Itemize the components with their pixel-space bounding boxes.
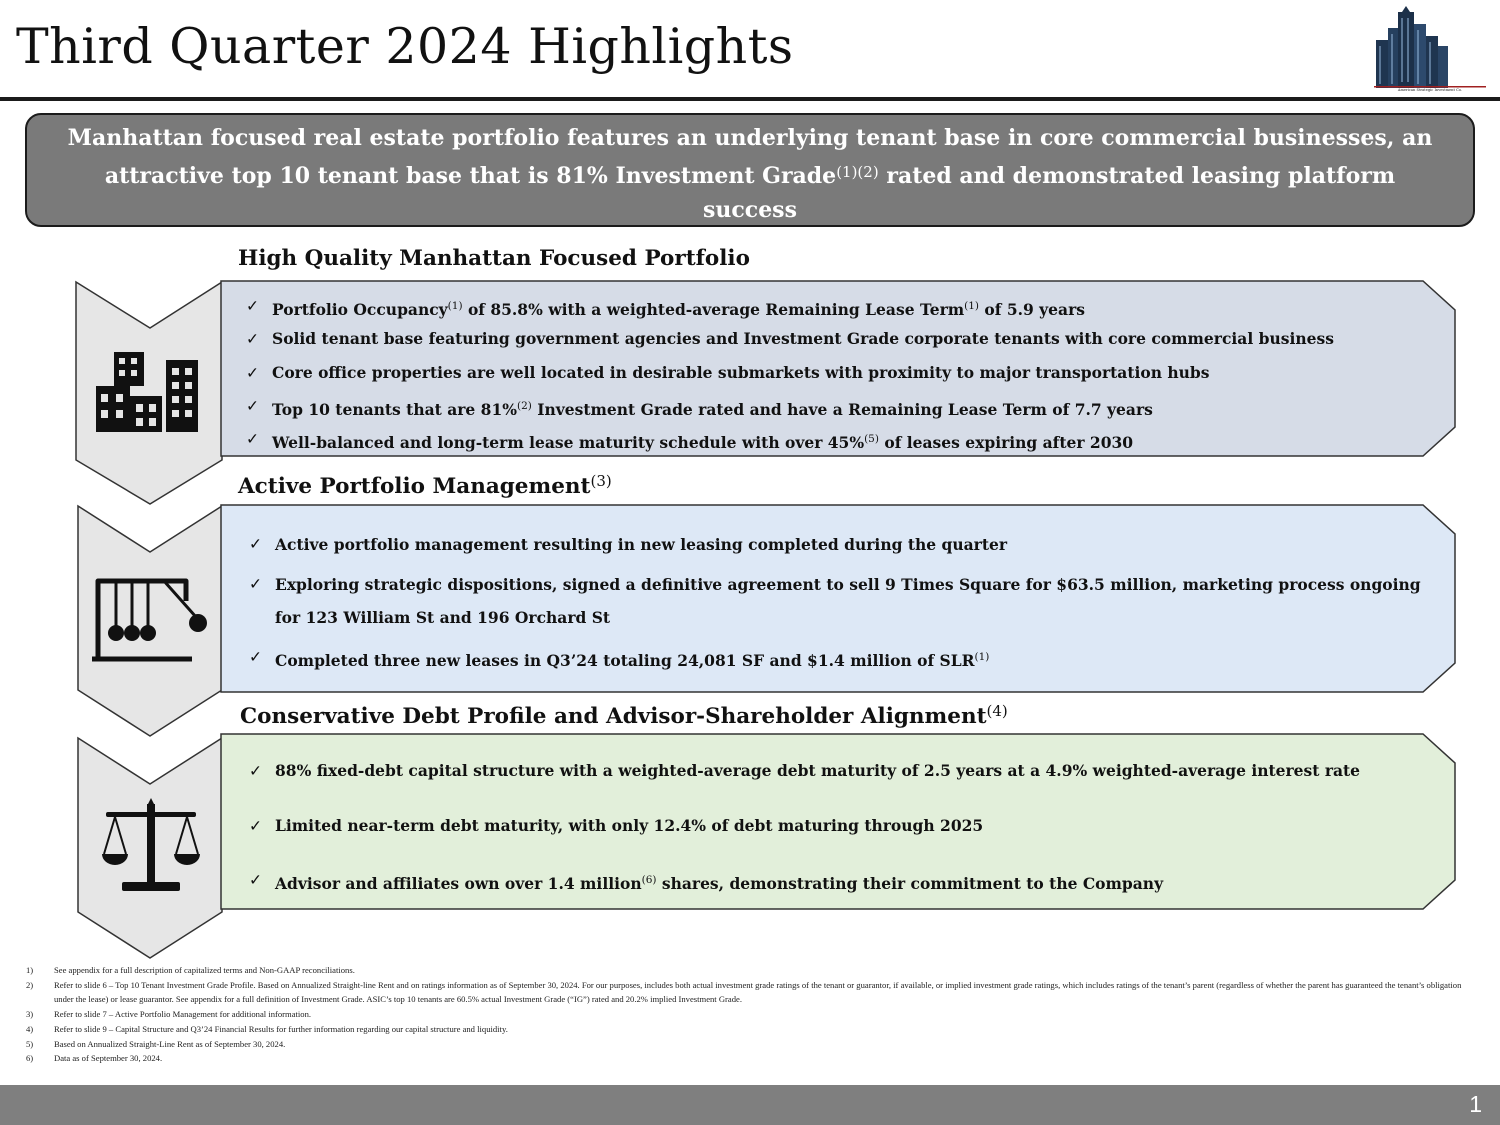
bullet-text: Well-balanced and long-term lease maturity schedule with over 45% bbox=[272, 433, 865, 453]
check-icon: ✓ bbox=[246, 363, 259, 382]
footnote-item bbox=[26, 1022, 1466, 1037]
footnote-number: 1) bbox=[26, 965, 34, 975]
bullet-text: of leases expiring after 2030 bbox=[878, 433, 1134, 453]
bullet-text: Advisor and affiliates own over 1.4 million bbox=[275, 874, 642, 894]
section-2-bullets bbox=[249, 528, 1439, 677]
bullet-item bbox=[249, 869, 1439, 924]
footnote-text: Refer to slide 9 – Capital Structure and Q3’24 Financial Results for further information regarding our capital structure and liquidity. bbox=[54, 1023, 508, 1034]
page-number: 1 bbox=[1469, 1091, 1482, 1117]
footnote-item bbox=[26, 1051, 1466, 1066]
section-1-heading bbox=[238, 244, 750, 271]
footnote-ref: (5) bbox=[864, 433, 879, 446]
city-skyline-logo bbox=[1372, 6, 1488, 92]
footnotes bbox=[26, 963, 1466, 1066]
check-icon: ✓ bbox=[249, 816, 262, 835]
section-2-heading-footnote: (3) bbox=[590, 472, 612, 490]
check-icon: ✓ bbox=[246, 297, 259, 315]
logo-caption: American Strategic Investment Co. bbox=[1397, 88, 1463, 92]
footnote-ref: (6) bbox=[641, 874, 657, 887]
check-icon: ✓ bbox=[249, 648, 262, 666]
footnote-number: 3) bbox=[26, 1009, 34, 1020]
bullet-text: Completed three new leases in Q3’24 totaling 24,081 SF and $1.4 million of SLR bbox=[275, 651, 975, 670]
bullet-item bbox=[249, 760, 1439, 815]
section-3-heading-text: Conservative Debt Profile and Advisor-Shareholder Alignment bbox=[240, 704, 987, 729]
bullet-text: 88% fixed-debt capital structure with a weighted-average debt maturity of 2.5 years at a 4.9% weighted-average interest rate bbox=[275, 761, 1361, 780]
section-3-heading-footnote: (4) bbox=[986, 702, 1008, 720]
footnote-ref: (1) bbox=[447, 300, 463, 312]
footnote-item bbox=[26, 963, 1466, 978]
footnote-number: 6) bbox=[26, 1053, 34, 1064]
bullet-text: Solid tenant base featuring government agencies and Investment Grade corporate tenants with core commercial business bbox=[272, 329, 1334, 349]
banner-line-2 bbox=[45, 155, 1455, 193]
banner-line-1: Manhattan focused real estate portfolio features an underlying tenant base in core commercial businesses, an bbox=[67, 125, 1433, 151]
check-icon: ✓ bbox=[249, 535, 262, 553]
bullet-text: of 5.9 years bbox=[979, 300, 1085, 319]
banner-line-3: success bbox=[703, 197, 797, 223]
footnote-ref: (1) bbox=[974, 651, 990, 663]
bullet-text: Active portfolio management resulting in new leasing completed during the quarter bbox=[275, 535, 1008, 554]
buildings-icon bbox=[94, 350, 200, 434]
bullet-text: Exploring strategic dispositions, signed a definitive agreement to sell 9 Times Square for $63.5 million, marketing process ongoing for 123 William St and 196 Orchard St bbox=[275, 575, 1421, 627]
bullet-text: Portfolio Occupancy bbox=[272, 300, 448, 319]
banner-line-2-text-end: rated and demonstrated leasing platform bbox=[878, 163, 1396, 189]
page-title: Third Quarter 2024 Highlights bbox=[16, 18, 794, 75]
section-1-bullets bbox=[246, 295, 1436, 461]
footnote-item bbox=[26, 1007, 1466, 1022]
bullet-item bbox=[249, 641, 1439, 677]
check-icon: ✓ bbox=[246, 330, 259, 349]
banner-footnote-ref: (1)(2) bbox=[836, 163, 879, 181]
footnote-number: 2) bbox=[26, 979, 34, 990]
footnote-text: Data as of September 30, 2024. bbox=[54, 1053, 163, 1064]
bullet-item bbox=[246, 295, 1436, 328]
footnote-text: Based on Annualized Straight-Line Rent as of September 30, 2024. bbox=[54, 1038, 286, 1049]
footnote-ref: (1) bbox=[964, 300, 980, 312]
bullet-text: Limited near-term debt maturity, with only 12.4% of debt maturing through 2025 bbox=[275, 815, 984, 835]
footnote-number: 4) bbox=[26, 1023, 34, 1034]
footnote-item bbox=[26, 978, 1466, 1007]
bullet-item bbox=[249, 568, 1439, 634]
footnote-ref: (2) bbox=[516, 399, 532, 412]
bullet-text: Core office properties are well located in desirable submarkets with proximity to major transportation hubs bbox=[272, 362, 1210, 382]
footnote-item bbox=[26, 1037, 1466, 1052]
section-1-heading-text: High Quality Manhattan Focused Portfolio bbox=[238, 246, 750, 271]
section-3-bullets bbox=[249, 760, 1439, 924]
newtons-cradle-icon bbox=[90, 577, 210, 663]
footnote-text: Refer to slide 7 – Active Portfolio Management for additional information. bbox=[54, 1009, 312, 1020]
banner-line-2-text: attractive top 10 tenant base that is 81% Investment Grade bbox=[104, 163, 837, 189]
check-icon: ✓ bbox=[249, 575, 262, 593]
bullet-item bbox=[246, 395, 1436, 428]
check-icon: ✓ bbox=[249, 762, 262, 780]
footnote-text: Refer to slide 6 – Top 10 Tenant Investment Grade Profile. Based on Annualized Straight-line Rent and on ratings information as of September 30, 2024. For our purposes, includes both actual investment grade ratings of the tenant or guarantor, if available, or implied investment grade ratings, which includes ratings of the tenant’s parent (regardless of whether the parent has guaranteed the tenant’s obligation under the lease) or lease guarantor. See appendix for a full definition of Investment Grade. ASIC’s top 10 tenants are 60.5% actual Investment Grade (“IG”) rated and 20.2% implied Investment Grade. bbox=[54, 979, 1462, 1005]
bullet-item bbox=[246, 328, 1436, 361]
bullet-item bbox=[249, 528, 1439, 561]
footer-bar bbox=[0, 1085, 1500, 1125]
section-2-heading-text: Active Portfolio Management bbox=[238, 474, 591, 499]
bullet-text: shares, demonstrating their commitment to the Company bbox=[656, 874, 1164, 894]
bullet-text: Top 10 tenants that are 81% bbox=[272, 399, 517, 419]
bullet-item bbox=[246, 428, 1436, 461]
check-icon: ✓ bbox=[246, 430, 259, 449]
bullet-item bbox=[249, 815, 1439, 870]
highlight-banner bbox=[25, 113, 1475, 227]
section-3-heading bbox=[240, 702, 1008, 729]
footnote-number: 5) bbox=[26, 1038, 34, 1049]
check-icon: ✓ bbox=[246, 396, 259, 415]
balance-scale-icon bbox=[102, 796, 200, 894]
title-divider bbox=[0, 97, 1500, 101]
bullet-item bbox=[246, 362, 1436, 395]
bullet-text: of 85.8% with a weighted-average Remaining Lease Term bbox=[462, 300, 965, 319]
bullet-text: Investment Grade rated and have a Remaining Lease Term of 7.7 years bbox=[531, 399, 1153, 419]
check-icon: ✓ bbox=[249, 871, 262, 890]
footnote-text: See appendix for a full description of capitalized terms and Non-GAAP reconciliations. bbox=[54, 965, 355, 975]
section-2-heading bbox=[238, 472, 612, 499]
